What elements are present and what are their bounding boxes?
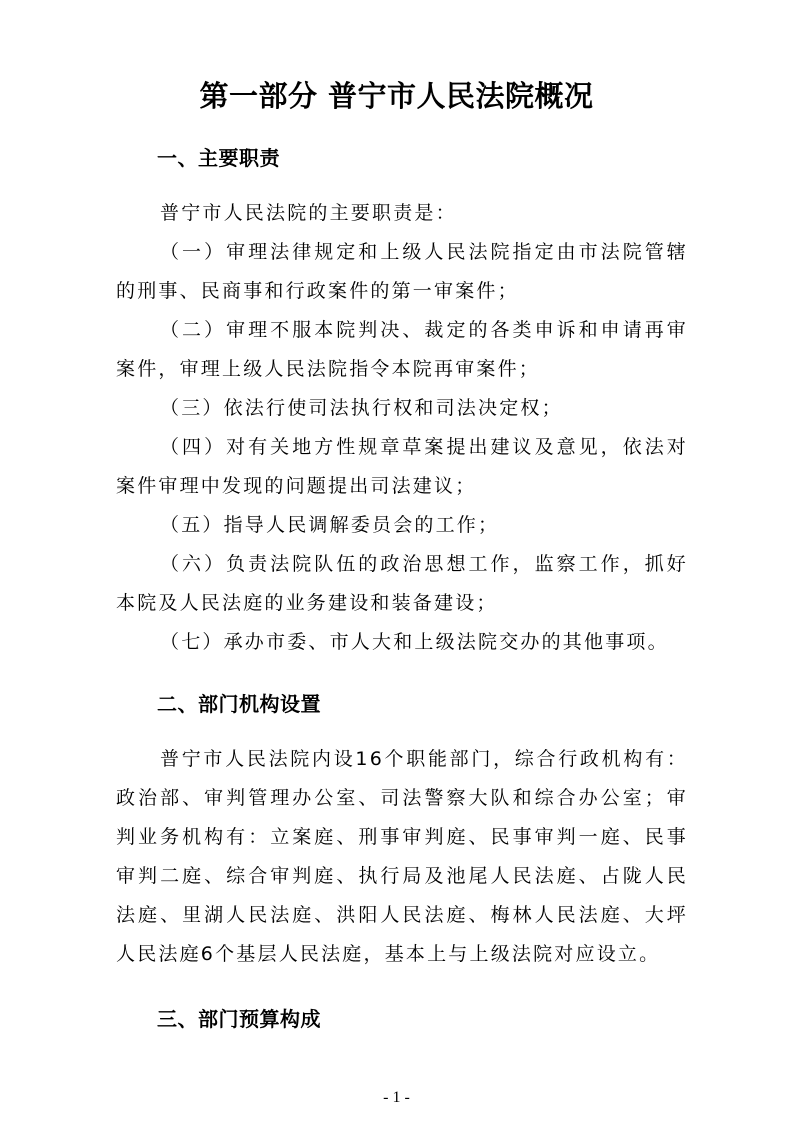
page-title: 第一部分 普宁市人民法院概况 <box>199 79 594 113</box>
page-number: - 1 - <box>383 1089 410 1106</box>
duty-item-4: （四）对有关地方性规章草案提出建议及意见，依法对案件审理中发现的问题提出司法建议； <box>116 436 688 497</box>
section-heading-org-structure: 二、部门机构设置 <box>157 692 321 716</box>
section-heading-main-duties: 一、主要职责 <box>157 146 280 170</box>
duty-item-2: （二）审理不服本院判决、裁定的各类申诉和申请再审案件，审理上级人民法院指令本院再审案件； <box>116 319 688 380</box>
duty-item-1: （一）审理法律规定和上级人民法院指定由市法院管辖的刑事、民商事和行政案件的第一审案件； <box>116 241 688 302</box>
section-heading-budget-composition: 三、部门预算构成 <box>157 1007 321 1031</box>
duty-item-6: （六）负责法院队伍的政治思想工作，监察工作，抓好本院及人民法庭的业务建设和装备建设； <box>116 553 688 614</box>
duty-item-7: （七）承办市委、市人大和上级法院交办的其他事项。 <box>160 631 669 653</box>
duty-item-3: （三）依法行使司法执行权和司法决定权； <box>160 397 563 419</box>
org-structure-body: 普宁市人民法院内设16个职能部门，综合行政机构有：政治部、审判管理办公室、司法警察大队和综合办公室；审判业务机构有：立案庭、刑事审判庭、民事审判一庭、民事审判二庭、综合审判庭、执行局及池尾人民法庭、占陇人民法庭、里湖人民法庭、洪阳人民法庭、梅林人民法庭、大坪人民法庭6个基层人民法庭，基本上与上级法院对应设立。 <box>116 748 688 965</box>
duties-intro: 普宁市人民法院的主要职责是： <box>160 202 457 224</box>
duty-item-5: （五）指导人民调解委员会的工作； <box>160 514 500 536</box>
